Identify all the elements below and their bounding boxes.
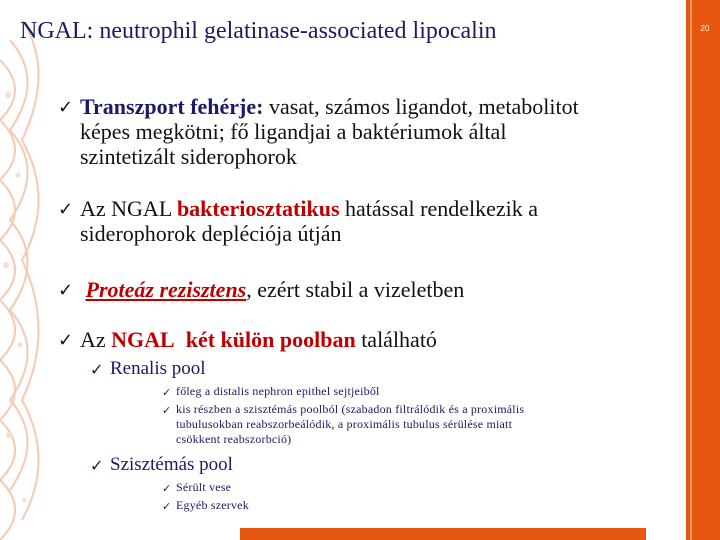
bullet-two-pools [58, 327, 670, 352]
bullet-line: képes megkötni; fő ligandjai a baktériumok által [80, 119, 507, 144]
highlight-text: NGAL [111, 327, 175, 352]
right-accent-band [686, 0, 720, 540]
bullet-transport-protein [58, 94, 670, 169]
bullet-protease-resistant [58, 277, 670, 302]
renal-item-line: tubulusokban reabszorbeálódik, a proximális tubulus sérülése miatt [176, 417, 513, 431]
systemic-item [162, 480, 676, 495]
highlight-text: bakteriosztatikus [176, 196, 340, 221]
renal-item [162, 402, 676, 447]
bullet-line [80, 277, 670, 302]
bullet-line [80, 327, 670, 352]
checkmark-icon: ✓ [58, 97, 74, 118]
renal-pool-heading [90, 358, 670, 380]
highlight-text: két külön poolban [185, 327, 356, 352]
renal-pool-label: Renalis pool [110, 358, 206, 379]
bullet-text: vasat, számos ligandot, metabolitot [263, 94, 579, 119]
systemic-pool-label: Szisztémás pool [110, 454, 233, 475]
bullet-line: szintetizált siderophorok [80, 144, 297, 169]
slide-title: NGAL: neutrophil gelatinase-associated lipocalin [20, 18, 497, 44]
systemic-item [162, 498, 676, 513]
decorative-pattern [0, 0, 60, 540]
highlight-text: Proteáz rezisztens [85, 277, 247, 302]
checkmark-icon: ✓ [90, 360, 104, 379]
bullet-line: siderophorok depléciója útján [80, 221, 342, 246]
checkmark-icon: ✓ [162, 482, 172, 495]
bullet-text: Az NGAL [80, 196, 177, 221]
checkmark-icon: ✓ [162, 386, 172, 399]
bullet-line [80, 196, 670, 221]
checkmark-icon: ✓ [162, 500, 172, 513]
renal-item [162, 384, 676, 399]
checkmark-icon: ✓ [58, 280, 74, 301]
renal-item-line: csökkent reabszorbció) [176, 432, 292, 446]
page-number: 20 [700, 24, 710, 33]
bullet-bacteriostatic [58, 196, 670, 246]
checkmark-icon: ✓ [90, 456, 104, 475]
bottom-accent-line [240, 528, 646, 540]
systemic-pool-heading [90, 454, 670, 476]
band-stripe [690, 0, 692, 540]
bullet-text: hatással rendelkezik a [339, 196, 539, 221]
systemic-item-label: Egyéb szervek [176, 498, 249, 512]
systemic-item-label: Sérült vese [176, 480, 232, 494]
checkmark-icon: ✓ [162, 404, 172, 417]
checkmark-icon: ✓ [58, 199, 74, 220]
renal-item-line: főleg a distalis nephron epithel sejtjeiből [176, 384, 380, 398]
bullet-prefix: Transzport fehérje: [80, 94, 264, 119]
checkmark-icon: ✓ [58, 330, 74, 351]
renal-item-line: kis részben a szisztémás poolból (szabadon filtrálódik és a proximális [176, 402, 525, 416]
bullet-line [80, 94, 670, 119]
bullet-text: , ezért stabil a vizeletben [246, 277, 465, 302]
bullet-text: található [355, 327, 437, 352]
bullet-text: Az [80, 327, 112, 352]
